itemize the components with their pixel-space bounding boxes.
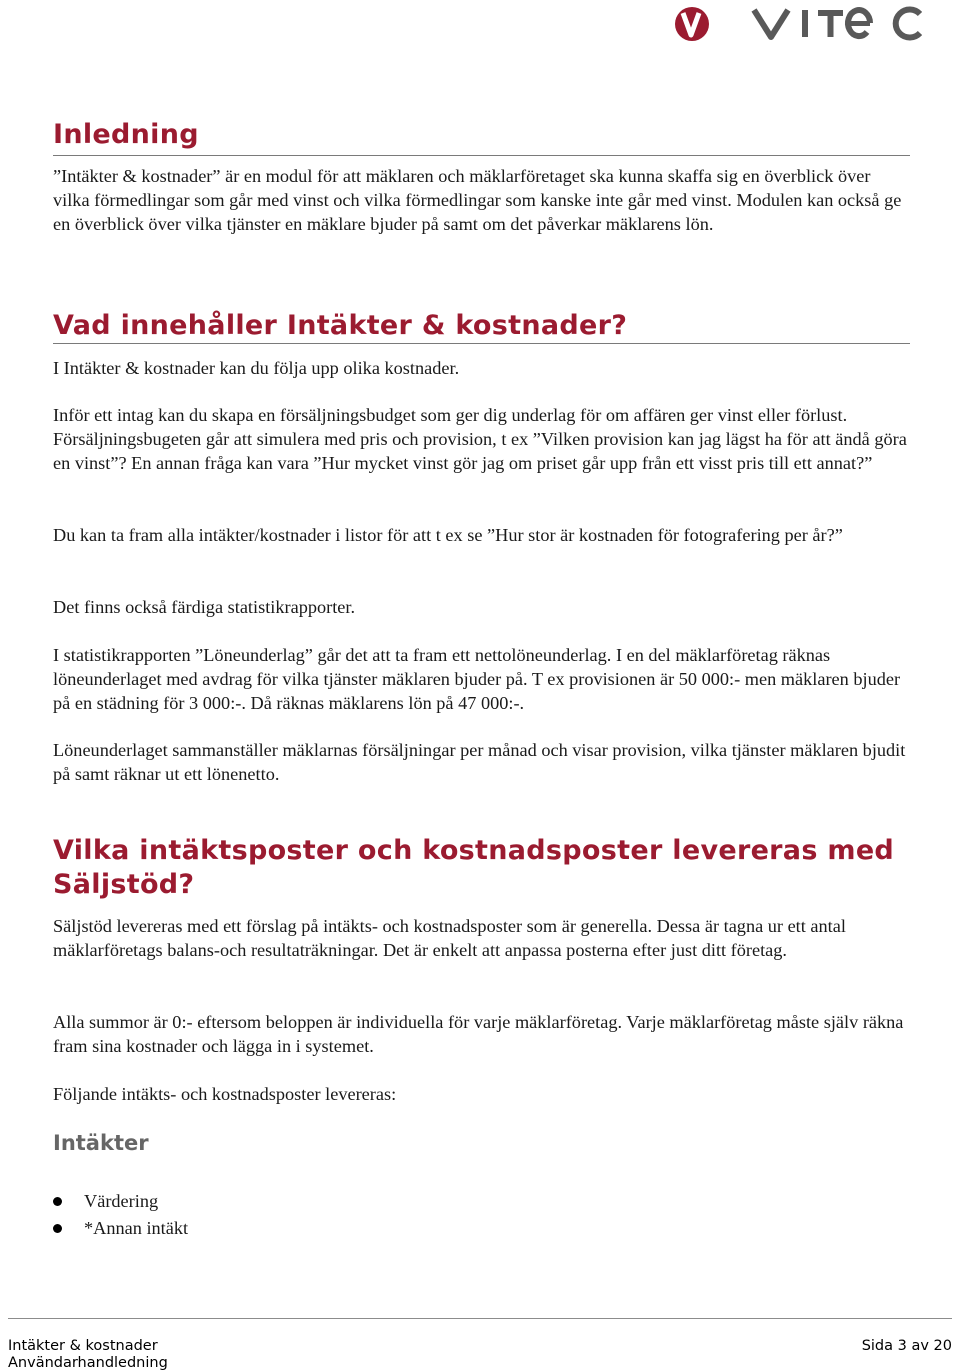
paragraph-intro: ”Intäkter & kostnader” är en modul för att mäklaren och mäklarföretaget ska kunna skaffa sig en överblick över vilka förmedlingar som går med vinst och vilka förmedlingar som kanske inte går med vinst. Modulen kan också ge en överblick över vilka tjänster en mäklare bjuder på samt om det påverkar mäklarens lön.	[53, 166, 902, 235]
intakter-list	[53, 1188, 188, 1242]
paragraph-levereras: Säljstöd levereras med ett förslag på intäkts- och kostnadsposter som är generella. Dessa är tagna ur ett antal mäklarföretags balans-och resultaträkningar. Det är enkelt att anpassa posterna efter just ditt företag.	[53, 916, 846, 961]
heading-inledning: Inledning	[53, 119, 199, 150]
footer-doc-subtitle: Användarhandledning	[8, 1355, 168, 1371]
paragraph-reports: Det finns också färdiga statistikrapporter.	[53, 597, 356, 617]
bullet-icon	[53, 1224, 62, 1233]
bullet-icon	[53, 1197, 62, 1206]
footer-page-number: Sida 3 av 20	[861, 1338, 952, 1354]
paragraph-loneunderlag: I statistikrapporten ”Löneunderlag” går det att ta fram ett nettolöneunderlag. I en del mäklarföretag räknas löneunderlaget med avdrag för vilka tjänster mäklaren bjuder på. T ex provisionen är 50 000:- men mäklaren bjuder på en städning för 3 000:-. Då räknas mäklarens lön på 47 000:-.	[53, 645, 901, 714]
footer-divider	[8, 1318, 952, 1319]
list-item	[53, 1215, 188, 1242]
paragraph-lists: Du kan ta fram alla intäkter/kostnader i listor för att t ex se ”Hur stor är kostnaden för fotografering per år?”	[53, 525, 843, 545]
heading-divider	[53, 155, 910, 156]
footer-doc-title: Intäkter & kostnader	[8, 1338, 158, 1354]
list-item-label: *Annan intäkt	[84, 1218, 189, 1238]
vitec-logo	[672, 4, 922, 42]
heading-divider	[53, 343, 910, 344]
paragraph-summor: Alla summor är 0:- eftersom beloppen är individuella för varje mäklarföretag. Varje mäklarföretag måste själv räkna fram sina kostnader och lägga in i systemet.	[53, 1012, 904, 1057]
paragraph-budget: Inför ett intag kan du skapa en försäljningsbudget som ger dig underlag för om affären ger vinst eller förlust. Försäljningsbugeten går att simulera med pris och provision, t ex ”Vilken provision kan jag lägst ha för att ändå göra en vinst”? En annan fråga kan vara ”Hur mycket vinst gör jag om priset går upp från ett visst pris till ett annat?”	[53, 405, 907, 474]
list-item-label: Värdering	[84, 1191, 159, 1211]
paragraph-foljande: Följande intäkts- och kostnadsposter levereras:	[53, 1084, 397, 1104]
list-item	[53, 1188, 188, 1215]
paragraph-follow-up: I Intäkter & kostnader kan du följa upp olika kostnader.	[53, 358, 460, 378]
heading-intakter: Intäkter	[53, 1131, 149, 1155]
paragraph-sammanstaller: Löneunderlaget sammanställer mäklarnas försäljningar per månad och visar provision, vilka tjänster mäklaren bjudit på samt räknar ut ett lönenetto.	[53, 740, 906, 785]
heading-vilka-poster: Vilka intäktsposter och kostnadsposter levereras med Säljstöd?	[53, 835, 895, 900]
heading-vad-innehaller: Vad innehåller Intäkter & kostnader?	[53, 310, 628, 341]
